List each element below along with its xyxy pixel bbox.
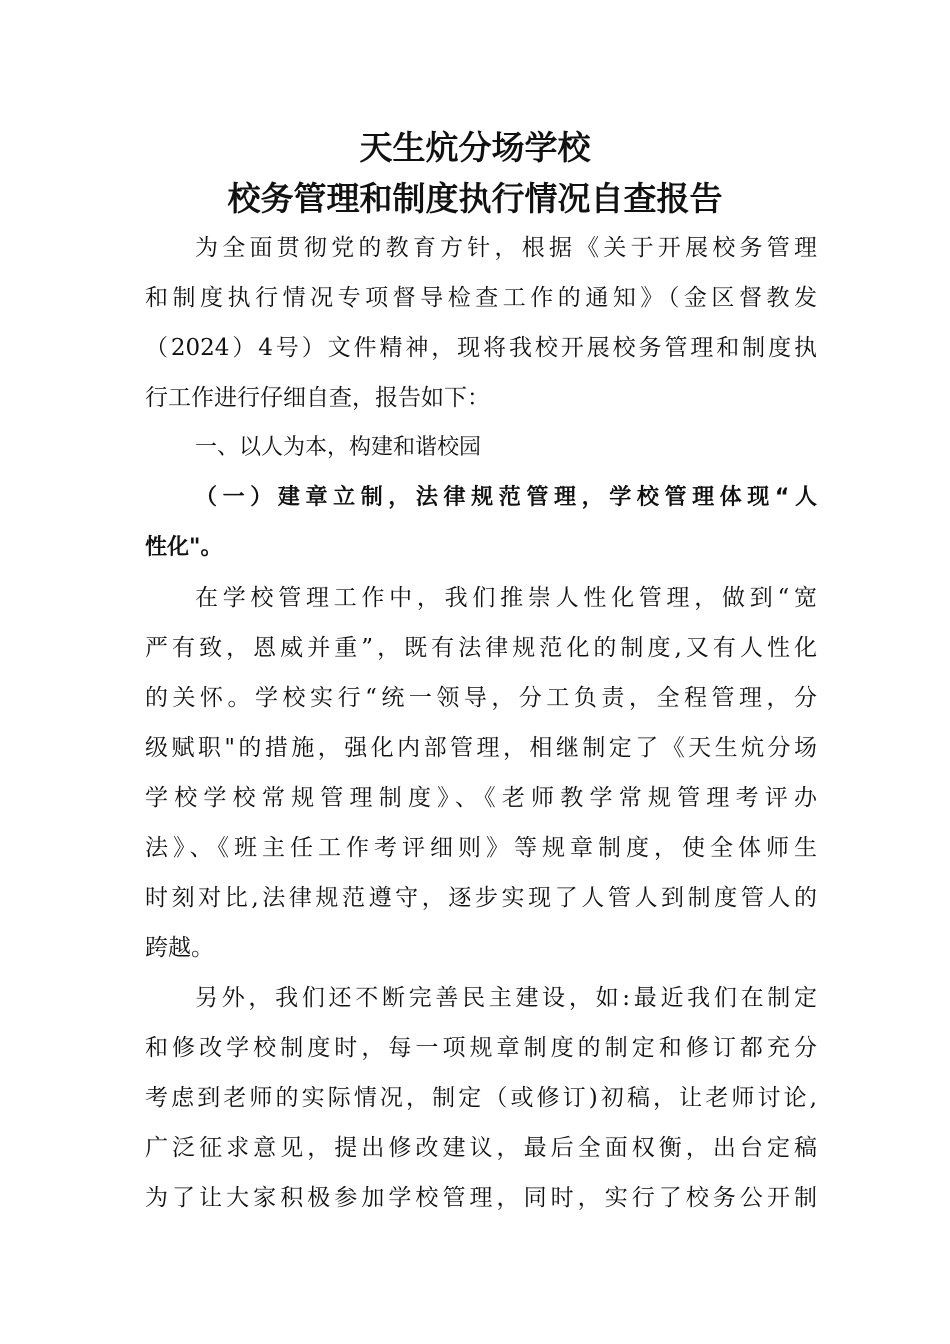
paragraph-line: 另外，我们还不断完善民主建设，如:最近我们在制定 xyxy=(195,985,817,1011)
paragraph-line: 级赋职"的措施，强化内部管理，相继制定了《天生炕分场 xyxy=(145,735,817,761)
paragraph-line: 严有致，恩威并重”，既有法律规范化的制度,又有人性化 xyxy=(145,635,817,661)
intro-line: 为全面贯彻党的教育方针，根据《关于开展校务管理 xyxy=(195,235,817,261)
intro-line: 行工作进行仔细自查，报告如下： xyxy=(145,385,490,411)
paragraph-line: 在学校管理工作中，我们推崇人性化管理，做到“宽 xyxy=(195,585,817,611)
paragraph-line: 为了让大家积极参加学校管理，同时，实行了校务公开制 xyxy=(145,1185,817,1211)
paragraph-line: 学校学校常规管理制度》、《老师教学常规管理考评办 xyxy=(145,785,817,811)
section-heading: 一、以人为本，构建和谐校园 xyxy=(195,435,482,460)
intro-line: 和制度执行情况专项督导检查工作的通知》（金区督教发 xyxy=(145,285,817,311)
paragraph-line: 跨越。 xyxy=(145,935,214,961)
paragraph-line: 考虑到老师的实际情况，制定（或修订)初稿，让老师讨论, xyxy=(145,1085,817,1111)
paragraph-line: 时刻对比,法律规范遵守，逐步实现了人管人到制度管人的 xyxy=(145,885,817,911)
paragraph-line: 广泛征求意见，提出修改建议，最后全面权衡，出台定稿 xyxy=(145,1135,817,1161)
paragraph-line: 和修改学校制度时，每一项规章制度的制定和修订都充分 xyxy=(145,1035,817,1061)
subsection-heading-line: （一）建章立制，法律规范管理，学校管理体现“人 xyxy=(195,485,817,510)
document-title-line-1: 天生炕分场学校 xyxy=(359,128,591,167)
document-title-line-2: 校务管理和制度执行情况自查报告 xyxy=(227,179,723,218)
paragraph-line: 的关怀。学校实行“统一领导，分工负责，全程管理，分 xyxy=(145,685,817,711)
subsection-heading-line: 性化"。 xyxy=(145,535,223,560)
intro-line: （2024）4号）文件精神，现将我校开展校务管理和制度执 xyxy=(145,335,817,361)
paragraph-line: 法》、《班主任工作考评细则》等规章制度，使全体师生 xyxy=(145,835,817,861)
